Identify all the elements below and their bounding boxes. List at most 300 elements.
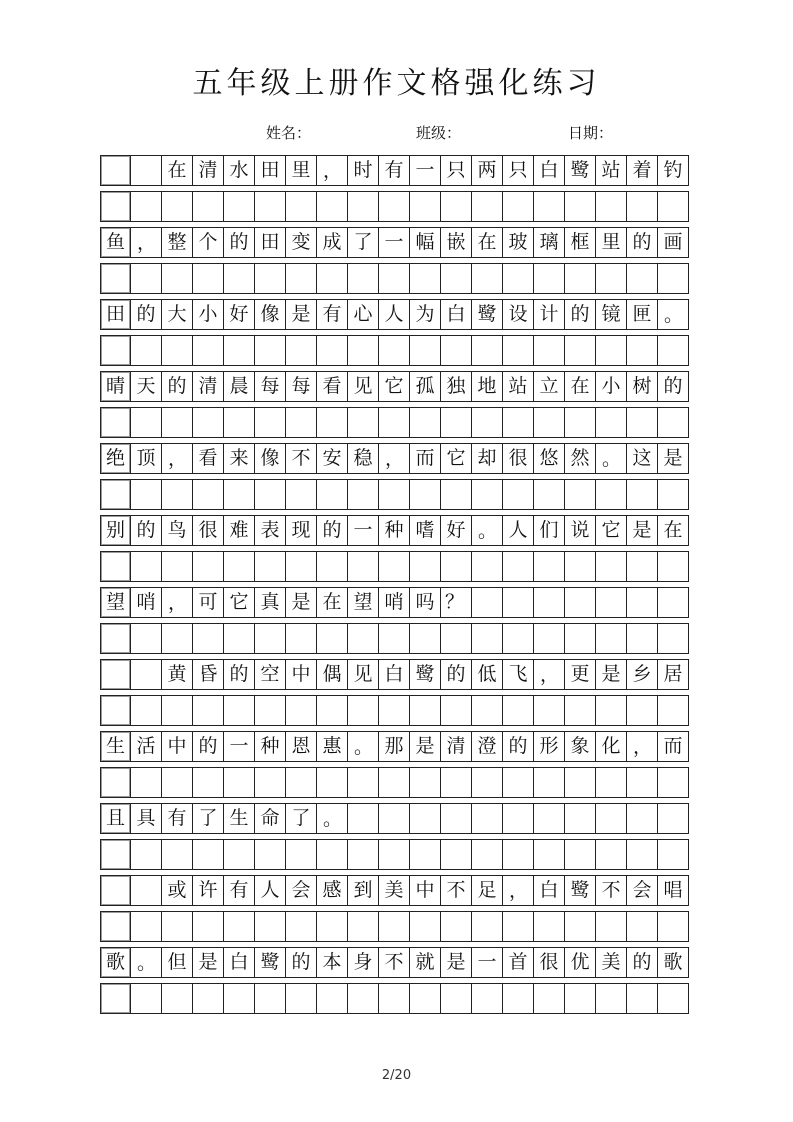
grid-cell[interactable]: 设 <box>503 300 534 329</box>
grid-cell[interactable]: 变 <box>286 228 317 257</box>
grid-cell[interactable] <box>627 336 658 365</box>
grid-cell[interactable] <box>255 696 286 725</box>
grid-cell[interactable] <box>596 408 627 437</box>
grid-cell[interactable]: 匣 <box>627 300 658 329</box>
grid-cell[interactable] <box>472 588 503 617</box>
grid-cell[interactable]: 那 <box>379 732 410 761</box>
grid-cell[interactable]: 人 <box>503 516 534 545</box>
grid-cell[interactable] <box>162 408 193 437</box>
grid-cell[interactable] <box>410 912 441 941</box>
grid-cell[interactable] <box>162 912 193 941</box>
grid-cell[interactable]: 只 <box>441 156 472 185</box>
grid-cell[interactable] <box>348 264 379 293</box>
grid-cell[interactable] <box>224 696 255 725</box>
grid-cell[interactable] <box>193 984 224 1013</box>
grid-cell[interactable]: 命 <box>255 804 286 833</box>
grid-cell[interactable] <box>100 660 131 689</box>
grid-cell[interactable] <box>193 192 224 221</box>
grid-cell[interactable]: 田 <box>255 156 286 185</box>
grid-cell[interactable] <box>658 192 689 221</box>
grid-cell[interactable] <box>534 552 565 581</box>
grid-cell[interactable]: 嗜 <box>410 516 441 545</box>
grid-cell[interactable] <box>100 876 131 905</box>
grid-cell[interactable] <box>255 912 286 941</box>
grid-cell[interactable]: 很 <box>534 948 565 977</box>
grid-cell[interactable]: ， <box>162 588 193 617</box>
grid-cell[interactable] <box>379 480 410 509</box>
grid-cell[interactable] <box>379 768 410 797</box>
grid-cell[interactable] <box>193 840 224 869</box>
grid-cell[interactable] <box>658 408 689 437</box>
grid-cell[interactable] <box>627 588 658 617</box>
grid-cell[interactable] <box>565 588 596 617</box>
grid-cell[interactable] <box>596 624 627 653</box>
grid-cell[interactable] <box>472 804 503 833</box>
grid-cell[interactable] <box>255 840 286 869</box>
grid-cell[interactable] <box>627 912 658 941</box>
grid-cell[interactable] <box>596 912 627 941</box>
grid-cell[interactable]: 哨 <box>131 588 162 617</box>
grid-cell[interactable]: 感 <box>317 876 348 905</box>
grid-cell[interactable]: ， <box>131 228 162 257</box>
grid-cell[interactable] <box>503 408 534 437</box>
grid-cell[interactable] <box>348 192 379 221</box>
grid-cell[interactable]: 看 <box>193 444 224 473</box>
grid-cell[interactable]: 美 <box>596 948 627 977</box>
grid-cell[interactable]: 了 <box>286 804 317 833</box>
grid-cell[interactable]: 不 <box>379 948 410 977</box>
grid-cell[interactable] <box>596 192 627 221</box>
grid-cell[interactable]: 美 <box>379 876 410 905</box>
grid-cell[interactable]: 表 <box>255 516 286 545</box>
grid-cell[interactable] <box>472 552 503 581</box>
grid-cell[interactable] <box>193 624 224 653</box>
grid-cell[interactable]: 首 <box>503 948 534 977</box>
grid-cell[interactable] <box>348 408 379 437</box>
grid-cell[interactable]: 有 <box>162 804 193 833</box>
grid-cell[interactable] <box>162 696 193 725</box>
grid-cell[interactable]: 一 <box>348 516 379 545</box>
grid-cell[interactable]: 更 <box>565 660 596 689</box>
grid-cell[interactable] <box>255 480 286 509</box>
grid-cell[interactable]: 种 <box>379 516 410 545</box>
grid-cell[interactable]: ， <box>379 444 410 473</box>
grid-cell[interactable] <box>224 552 255 581</box>
grid-cell[interactable] <box>410 480 441 509</box>
grid-cell[interactable] <box>534 192 565 221</box>
grid-cell[interactable]: 而 <box>658 732 689 761</box>
grid-cell[interactable]: 。 <box>658 300 689 329</box>
grid-cell[interactable]: 。 <box>348 732 379 761</box>
grid-cell[interactable]: 晴 <box>100 372 131 401</box>
grid-cell[interactable] <box>100 984 131 1013</box>
grid-cell[interactable]: 稳 <box>348 444 379 473</box>
grid-cell[interactable]: 鹭 <box>565 876 596 905</box>
grid-cell[interactable] <box>379 408 410 437</box>
grid-cell[interactable]: 昏 <box>193 660 224 689</box>
grid-cell[interactable] <box>503 264 534 293</box>
grid-cell[interactable] <box>131 660 162 689</box>
grid-cell[interactable]: 小 <box>596 372 627 401</box>
grid-cell[interactable]: 水 <box>224 156 255 185</box>
grid-cell[interactable]: 歌 <box>658 948 689 977</box>
grid-cell[interactable] <box>534 624 565 653</box>
grid-cell[interactable] <box>472 912 503 941</box>
grid-cell[interactable] <box>503 624 534 653</box>
grid-cell[interactable]: 难 <box>224 516 255 545</box>
grid-cell[interactable] <box>100 552 131 581</box>
grid-cell[interactable] <box>627 480 658 509</box>
grid-cell[interactable] <box>317 696 348 725</box>
grid-cell[interactable]: 晨 <box>224 372 255 401</box>
grid-cell[interactable]: 是 <box>410 732 441 761</box>
grid-cell[interactable] <box>534 840 565 869</box>
grid-cell[interactable] <box>317 912 348 941</box>
grid-cell[interactable] <box>131 696 162 725</box>
grid-cell[interactable] <box>658 624 689 653</box>
grid-cell[interactable] <box>410 408 441 437</box>
grid-cell[interactable]: 每 <box>255 372 286 401</box>
grid-cell[interactable] <box>472 192 503 221</box>
grid-cell[interactable]: 的 <box>627 948 658 977</box>
grid-cell[interactable]: 的 <box>131 516 162 545</box>
grid-cell[interactable] <box>441 804 472 833</box>
grid-cell[interactable] <box>379 984 410 1013</box>
grid-cell[interactable] <box>100 696 131 725</box>
grid-cell[interactable] <box>627 840 658 869</box>
grid-cell[interactable]: 清 <box>193 372 224 401</box>
grid-cell[interactable] <box>131 768 162 797</box>
grid-cell[interactable]: 黄 <box>162 660 193 689</box>
grid-cell[interactable] <box>410 804 441 833</box>
grid-cell[interactable]: 中 <box>286 660 317 689</box>
grid-cell[interactable] <box>596 336 627 365</box>
grid-cell[interactable] <box>565 192 596 221</box>
grid-cell[interactable] <box>472 336 503 365</box>
grid-cell[interactable] <box>379 624 410 653</box>
grid-cell[interactable] <box>162 840 193 869</box>
grid-cell[interactable] <box>441 696 472 725</box>
grid-cell[interactable] <box>596 768 627 797</box>
grid-cell[interactable] <box>596 804 627 833</box>
grid-cell[interactable] <box>472 840 503 869</box>
grid-cell[interactable]: 低 <box>472 660 503 689</box>
grid-cell[interactable] <box>348 804 379 833</box>
grid-cell[interactable] <box>596 984 627 1013</box>
grid-cell[interactable]: 站 <box>503 372 534 401</box>
grid-cell[interactable]: ， <box>627 732 658 761</box>
grid-cell[interactable] <box>441 192 472 221</box>
grid-cell[interactable]: ， <box>317 156 348 185</box>
grid-cell[interactable]: 有 <box>317 300 348 329</box>
grid-cell[interactable] <box>286 552 317 581</box>
grid-cell[interactable]: 许 <box>193 876 224 905</box>
grid-cell[interactable] <box>255 624 286 653</box>
grid-cell[interactable] <box>131 912 162 941</box>
grid-cell[interactable]: 孤 <box>410 372 441 401</box>
grid-cell[interactable]: 但 <box>162 948 193 977</box>
grid-cell[interactable]: 现 <box>286 516 317 545</box>
grid-cell[interactable] <box>503 804 534 833</box>
grid-cell[interactable] <box>658 912 689 941</box>
grid-cell[interactable] <box>503 696 534 725</box>
grid-cell[interactable] <box>658 768 689 797</box>
grid-cell[interactable]: 是 <box>658 444 689 473</box>
grid-cell[interactable] <box>348 624 379 653</box>
grid-cell[interactable]: 的 <box>503 732 534 761</box>
grid-cell[interactable] <box>224 408 255 437</box>
grid-cell[interactable]: 的 <box>658 372 689 401</box>
grid-cell[interactable] <box>534 264 565 293</box>
grid-cell[interactable] <box>441 264 472 293</box>
grid-cell[interactable]: 真 <box>255 588 286 617</box>
grid-cell[interactable]: 。 <box>472 516 503 545</box>
grid-cell[interactable]: 一 <box>410 156 441 185</box>
grid-cell[interactable] <box>410 768 441 797</box>
grid-cell[interactable] <box>224 336 255 365</box>
grid-cell[interactable]: 惠 <box>317 732 348 761</box>
grid-cell[interactable]: 在 <box>658 516 689 545</box>
grid-cell[interactable]: 的 <box>193 732 224 761</box>
grid-cell[interactable] <box>255 768 286 797</box>
grid-cell[interactable]: 是 <box>286 588 317 617</box>
grid-cell[interactable]: 优 <box>565 948 596 977</box>
grid-cell[interactable] <box>286 264 317 293</box>
grid-cell[interactable] <box>596 588 627 617</box>
grid-cell[interactable]: 就 <box>410 948 441 977</box>
grid-cell[interactable]: 绝 <box>100 444 131 473</box>
grid-cell[interactable] <box>317 408 348 437</box>
grid-cell[interactable] <box>565 408 596 437</box>
grid-cell[interactable] <box>565 480 596 509</box>
grid-cell[interactable] <box>596 840 627 869</box>
grid-cell[interactable] <box>658 552 689 581</box>
grid-cell[interactable] <box>224 624 255 653</box>
grid-cell[interactable] <box>565 912 596 941</box>
grid-cell[interactable] <box>317 768 348 797</box>
grid-cell[interactable] <box>224 480 255 509</box>
grid-cell[interactable] <box>286 624 317 653</box>
grid-cell[interactable]: 白 <box>534 156 565 185</box>
grid-cell[interactable]: 计 <box>534 300 565 329</box>
grid-cell[interactable] <box>472 264 503 293</box>
grid-cell[interactable]: 然 <box>565 444 596 473</box>
grid-cell[interactable] <box>162 192 193 221</box>
grid-cell[interactable] <box>131 264 162 293</box>
grid-cell[interactable] <box>410 336 441 365</box>
grid-cell[interactable]: 的 <box>317 516 348 545</box>
grid-cell[interactable]: 每 <box>286 372 317 401</box>
grid-cell[interactable] <box>441 624 472 653</box>
grid-cell[interactable]: 它 <box>596 516 627 545</box>
grid-cell[interactable]: 说 <box>565 516 596 545</box>
grid-cell[interactable]: ， <box>534 660 565 689</box>
grid-cell[interactable] <box>596 480 627 509</box>
grid-cell[interactable] <box>255 552 286 581</box>
grid-cell[interactable] <box>441 840 472 869</box>
grid-cell[interactable]: 鸟 <box>162 516 193 545</box>
grid-cell[interactable]: 偶 <box>317 660 348 689</box>
grid-cell[interactable] <box>410 696 441 725</box>
grid-cell[interactable]: 镜 <box>596 300 627 329</box>
grid-cell[interactable] <box>565 624 596 653</box>
grid-cell[interactable]: 不 <box>286 444 317 473</box>
grid-cell[interactable]: 玻 <box>503 228 534 257</box>
grid-cell[interactable] <box>534 804 565 833</box>
grid-cell[interactable] <box>534 336 565 365</box>
grid-cell[interactable] <box>503 840 534 869</box>
name-field-label[interactable]: 姓名： <box>266 124 312 142</box>
grid-cell[interactable]: 别 <box>100 516 131 545</box>
grid-cell[interactable] <box>503 552 534 581</box>
grid-cell[interactable] <box>317 336 348 365</box>
grid-cell[interactable]: 大 <box>162 300 193 329</box>
grid-cell[interactable] <box>286 984 317 1013</box>
grid-cell[interactable]: 树 <box>627 372 658 401</box>
grid-cell[interactable]: 地 <box>472 372 503 401</box>
grid-cell[interactable] <box>410 984 441 1013</box>
grid-cell[interactable]: ， <box>503 876 534 905</box>
grid-cell[interactable] <box>224 768 255 797</box>
grid-cell[interactable]: 或 <box>162 876 193 905</box>
grid-cell[interactable] <box>565 804 596 833</box>
grid-cell[interactable]: 两 <box>472 156 503 185</box>
grid-cell[interactable] <box>162 480 193 509</box>
grid-cell[interactable]: 的 <box>162 372 193 401</box>
grid-cell[interactable]: 乡 <box>627 660 658 689</box>
grid-cell[interactable]: 田 <box>100 300 131 329</box>
grid-cell[interactable]: 身 <box>348 948 379 977</box>
grid-cell[interactable]: 一 <box>224 732 255 761</box>
grid-cell[interactable] <box>100 840 131 869</box>
grid-cell[interactable] <box>627 624 658 653</box>
grid-cell[interactable] <box>100 192 131 221</box>
grid-cell[interactable] <box>472 768 503 797</box>
grid-cell[interactable]: 鹭 <box>255 948 286 977</box>
grid-cell[interactable] <box>255 192 286 221</box>
grid-cell[interactable]: 幅 <box>410 228 441 257</box>
grid-cell[interactable]: 像 <box>255 444 286 473</box>
grid-cell[interactable] <box>193 408 224 437</box>
grid-cell[interactable] <box>565 696 596 725</box>
grid-cell[interactable]: 中 <box>162 732 193 761</box>
grid-cell[interactable]: 好 <box>441 516 472 545</box>
grid-cell[interactable]: 立 <box>534 372 565 401</box>
grid-cell[interactable]: 了 <box>193 804 224 833</box>
grid-cell[interactable]: 在 <box>472 228 503 257</box>
grid-cell[interactable]: 只 <box>503 156 534 185</box>
grid-cell[interactable]: 形 <box>534 732 565 761</box>
grid-cell[interactable]: 见 <box>348 660 379 689</box>
grid-cell[interactable] <box>472 696 503 725</box>
grid-cell[interactable]: 清 <box>441 732 472 761</box>
grid-cell[interactable]: 在 <box>162 156 193 185</box>
grid-cell[interactable] <box>534 696 565 725</box>
grid-cell[interactable] <box>131 192 162 221</box>
grid-cell[interactable]: 白 <box>534 876 565 905</box>
grid-cell[interactable] <box>565 264 596 293</box>
grid-cell[interactable] <box>131 408 162 437</box>
grid-cell[interactable] <box>255 984 286 1013</box>
grid-cell[interactable] <box>131 624 162 653</box>
grid-cell[interactable] <box>193 264 224 293</box>
grid-cell[interactable] <box>348 696 379 725</box>
grid-cell[interactable] <box>410 624 441 653</box>
grid-cell[interactable] <box>286 912 317 941</box>
grid-cell[interactable]: 。 <box>131 948 162 977</box>
grid-cell[interactable] <box>224 840 255 869</box>
grid-cell[interactable]: 来 <box>224 444 255 473</box>
grid-cell[interactable] <box>131 156 162 185</box>
grid-cell[interactable]: 着 <box>627 156 658 185</box>
grid-cell[interactable] <box>596 696 627 725</box>
grid-cell[interactable] <box>410 192 441 221</box>
grid-cell[interactable]: ？ <box>441 588 472 617</box>
grid-cell[interactable]: 白 <box>441 300 472 329</box>
grid-cell[interactable]: 像 <box>255 300 286 329</box>
grid-cell[interactable]: 象 <box>565 732 596 761</box>
grid-cell[interactable]: 歌 <box>100 948 131 977</box>
grid-cell[interactable]: 鹭 <box>565 156 596 185</box>
grid-cell[interactable] <box>658 480 689 509</box>
grid-cell[interactable]: 它 <box>441 444 472 473</box>
grid-cell[interactable]: 空 <box>255 660 286 689</box>
grid-cell[interactable]: 鹭 <box>472 300 503 329</box>
grid-cell[interactable]: 为 <box>410 300 441 329</box>
grid-cell[interactable] <box>100 264 131 293</box>
grid-cell[interactable] <box>565 552 596 581</box>
grid-cell[interactable] <box>441 984 472 1013</box>
grid-cell[interactable]: 了 <box>348 228 379 257</box>
grid-cell[interactable] <box>627 768 658 797</box>
grid-cell[interactable]: 是 <box>286 300 317 329</box>
grid-cell[interactable]: 心 <box>348 300 379 329</box>
grid-cell[interactable] <box>472 408 503 437</box>
grid-cell[interactable]: 好 <box>224 300 255 329</box>
grid-cell[interactable] <box>379 840 410 869</box>
grid-cell[interactable] <box>286 768 317 797</box>
grid-cell[interactable] <box>627 264 658 293</box>
grid-cell[interactable]: 画 <box>658 228 689 257</box>
grid-cell[interactable] <box>286 696 317 725</box>
grid-cell[interactable] <box>286 408 317 437</box>
grid-cell[interactable] <box>534 480 565 509</box>
grid-cell[interactable]: 是 <box>441 948 472 977</box>
grid-cell[interactable] <box>627 408 658 437</box>
grid-cell[interactable]: 嵌 <box>441 228 472 257</box>
grid-cell[interactable]: 一 <box>379 228 410 257</box>
grid-cell[interactable] <box>534 984 565 1013</box>
date-field-label[interactable]: 日期： <box>568 124 614 142</box>
grid-cell[interactable]: 中 <box>410 876 441 905</box>
grid-cell[interactable] <box>658 588 689 617</box>
grid-cell[interactable]: 鹭 <box>410 660 441 689</box>
grid-cell[interactable] <box>503 984 534 1013</box>
grid-cell[interactable]: 它 <box>379 372 410 401</box>
grid-cell[interactable] <box>131 876 162 905</box>
grid-cell[interactable] <box>193 912 224 941</box>
grid-cell[interactable]: ， <box>162 444 193 473</box>
grid-cell[interactable] <box>472 624 503 653</box>
grid-cell[interactable] <box>286 840 317 869</box>
grid-cell[interactable] <box>317 984 348 1013</box>
grid-cell[interactable] <box>565 768 596 797</box>
grid-cell[interactable] <box>162 624 193 653</box>
grid-cell[interactable]: 独 <box>441 372 472 401</box>
grid-cell[interactable] <box>224 984 255 1013</box>
grid-cell[interactable] <box>317 264 348 293</box>
grid-cell[interactable]: 是 <box>596 660 627 689</box>
